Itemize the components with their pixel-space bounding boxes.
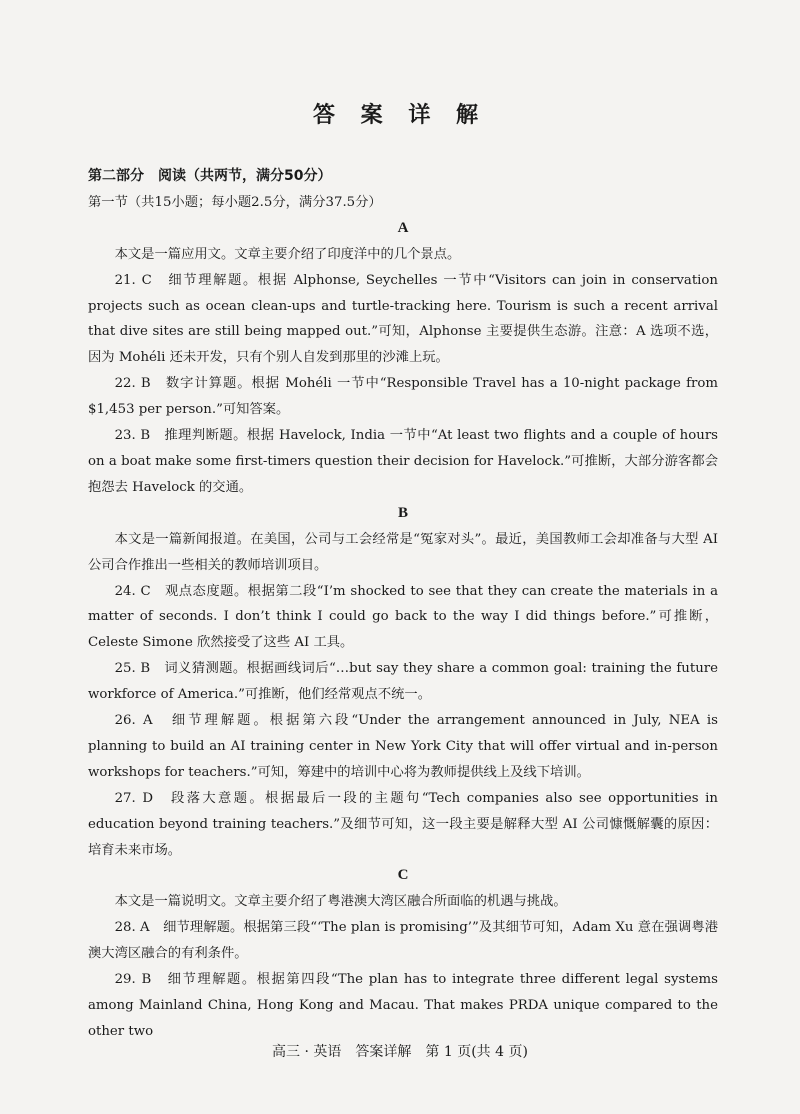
part-heading: 第二部分 阅读（共两节，满分50分） (88, 168, 332, 184)
answer-22: 22. B 数字计算题。根据 Mohéli 一节中“Responsible Travel has a 10-night package from $1,453 per person.”可知答案。 (88, 376, 718, 418)
answer-26: 26. A 细节理解题。根据第六段“Under the arrangement announced in July, NEA is planning to build an AI training center in New York City that will offer virtual and in-person workshops for teachers.”可知，筹建中的培训中心将为教师提供线上及线下培训。 (88, 713, 718, 780)
answer-21: 21. C 细节理解题。根据 Alphonse, Seychelles 一节中“Visitors can join in conservation projects such as ocean clean-ups and turtle-tracking here. Tourism is such a recent arrival that dive sites are still being mapped out.”可知，Alphonse 主要提供生态游。注意：A 选项不选，因为 Mohéli 还未开发，只有个别人自发到那里的沙滩上玩。 (88, 272, 718, 366)
passage-label-c: C (397, 867, 409, 884)
passage-label-b: B (397, 504, 408, 521)
passage-c-intro: 本文是一篇说明文。文章主要介绍了粤港澳大湾区融合所面临的机遇与挑战。 (114, 894, 567, 910)
page-footer: 高三 · 英语 答案详解 第 1 页(共 4 页) (272, 1044, 528, 1060)
answer-24: 24. C 观点态度题。根据第二段“I’m shocked to see that they can create the materials in a matter of seconds. I don’t think I could go back to the way I did things before.”可推断，Celeste Simone 欣然接受了这些 AI 工具。 (88, 583, 718, 651)
answer-29: 29. B 细节理解题。根据第四段“The plan has to integrate three different legal systems among Mainland China, Hong Kong and Macau. That makes PRDA unique compared to the other two (88, 972, 718, 1039)
page-title: 答 案 详 解 (313, 103, 487, 128)
answer-25: 25. B 词义猜测题。根据画线词后“…but say they share a common goal: training the future workforce of America.”可推断，他们经常观点不统一。 (88, 661, 718, 703)
answer-23: 23. B 推理判断题。根据 Havelock, India 一节中“At least two flights and a couple of hours on a boat make some first-timers question their decision for Havelock.”可推断，大部分游客都会抱怨去 Havelock 的交通。 (88, 428, 718, 495)
passage-label-a: A (397, 219, 409, 236)
passage-a-intro: 本文是一篇应用文。文章主要介绍了印度洋中的几个景点。 (114, 246, 461, 262)
passage-b-intro: 本文是一篇新闻报道。在美国，公司与工会经常是“冤家对头”。最近，美国教师工会却准备与大型 AI 公司合作推出一些相关的教师培训项目。 (88, 531, 718, 573)
answer-27: 27. D 段落大意题。根据最后一段的主题句“Tech companies also see opportunities in education beyond training teachers.”及细节可知，这一段主要是解释大型 AI 公司慷慨解囊的原因：培育未来市场。 (88, 790, 718, 858)
section-heading: 第一节（共15小题；每小题2.5分，满分37.5分） (88, 194, 382, 210)
answer-28: 28. A 细节理解题。根据第三段“‘The plan is promising’”及其细节可知，Adam Xu 意在强调粤港澳大湾区融合的有利条件。 (88, 920, 718, 962)
answer-content (88, 164, 718, 1045)
